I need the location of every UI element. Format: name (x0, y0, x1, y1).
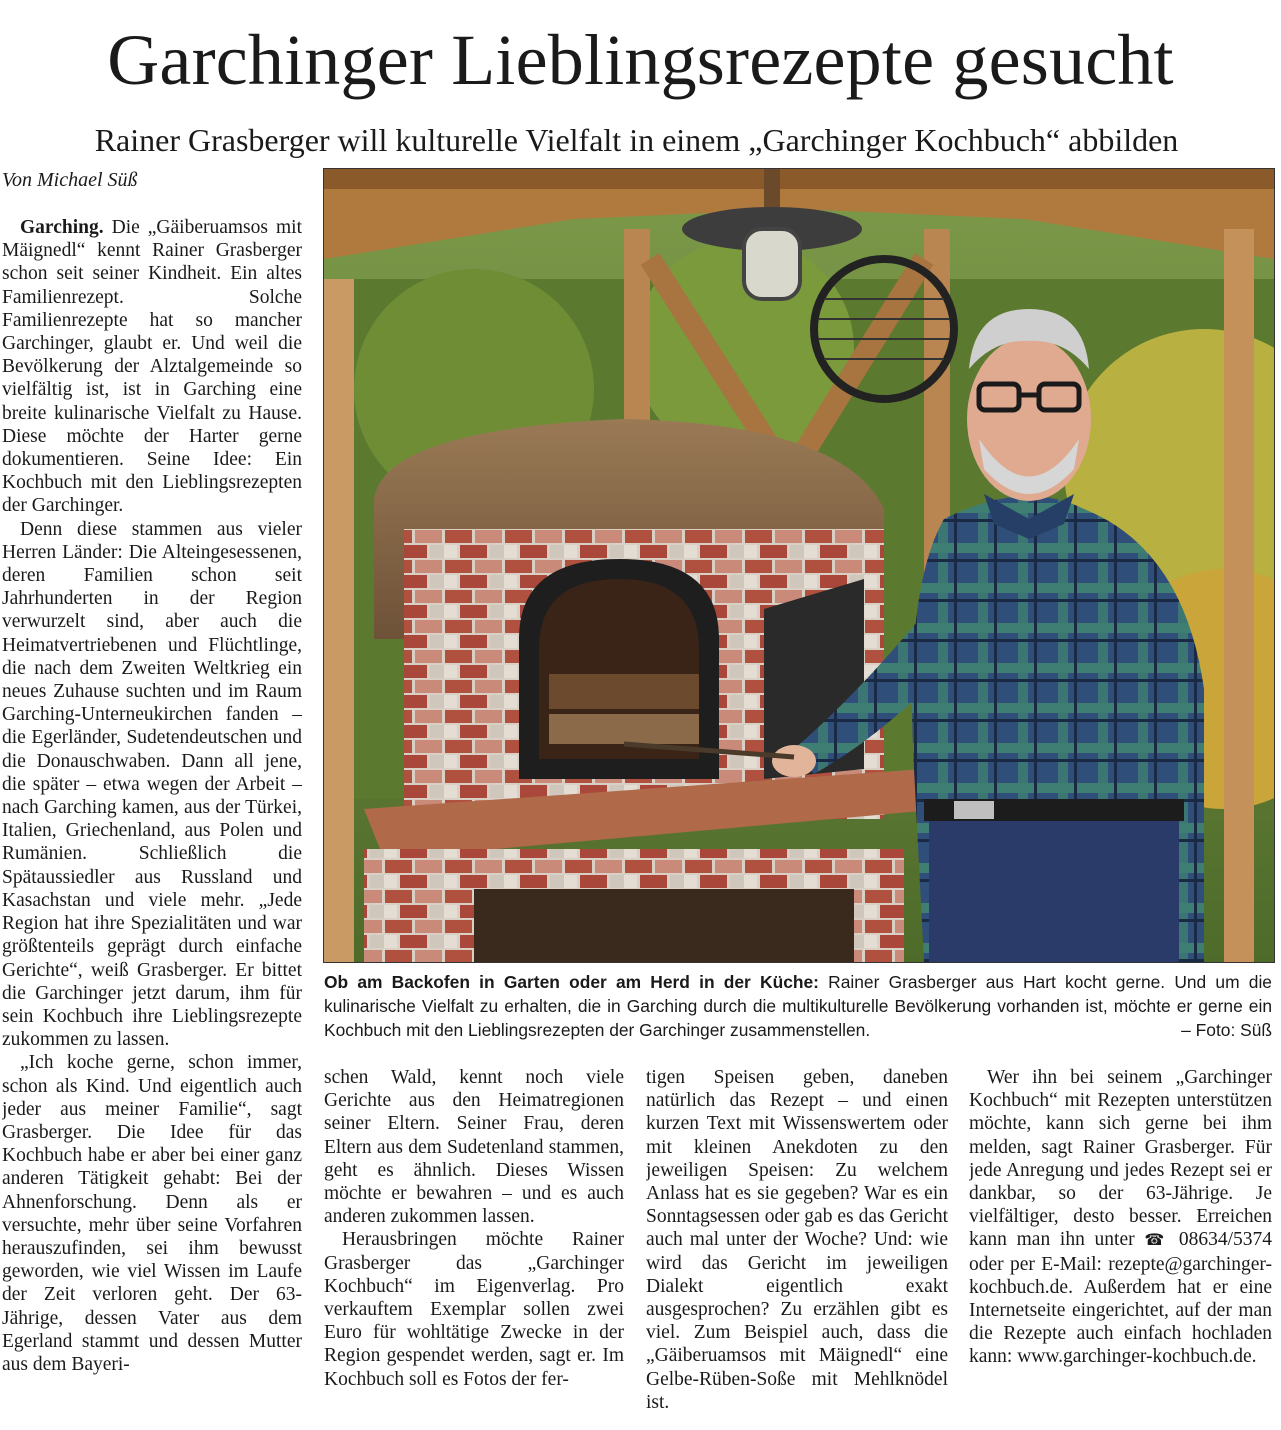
paragraph-7-contact: oder per E-Mail: rezepte@garchinger-kochbuch.de. Außerdem hat er eine Internetseite eingerichtet, auf der man die Rezepte auch einfach hochladen kann: www.garchinger-kochbuch.de. (969, 1253, 1272, 1368)
article-column-1 (2, 216, 302, 1430)
paragraph-1 (2, 216, 302, 518)
photo-credit: – Foto: Süß (1181, 1020, 1272, 1040)
telephone-icon: ☎ (1144, 1232, 1170, 1250)
paragraph-2: Denn diese stammen aus vieler Herren Länder: Die Alteingesessenen, deren Familien schon seit Jahrhunderten in der Region verwurzelt sind, aber auch die Heimatvertriebenen und Flüchtlinge, die nach dem Zweiten Weltkrieg ein neues Zuhause suchten und im Raum Garching-Unterneukirchen fanden – die Egerländer, Sudetendeutschen und die Donauschwaben. Dann all jene, die später – etwa wegen der Arbeit – nach Garching kamen, aus der Türkei, Italien, Griechenland, aus Polen und Rumänien. Schließlich die Spätaussiedler aus Russland und Kasachstan und viele mehr. „Jede Region hat ihre Spezialitäten und war größtenteils geprägt durch einfache Gerichte“, weiß Grasberger. Er bittet die Garchinger jetzt darum, ihm für sein Kochbuch ihre Lieblingsrezepte zukommen zu lassen. (2, 518, 302, 1051)
article-column-4 (969, 1066, 1272, 1430)
subheadline: Rainer Grasberger will kulturelle Vielfalt in einem „Garchinger Kochbuch“ abbilden (94, 122, 1179, 158)
article-column-3 (646, 1066, 948, 1430)
paragraph-3: „Ich koche gerne, schon immer, schon als Kind. Und eigentlich auch jeder aus meiner Familie“, sagt Grasberger. Die Idee für das Kochbuch habe er aber bei einer ganz anderen Tätigkeit gehabt: Bei der Ahnenforschung. Denn als er versuchte, mehr über seine Vorfahren herauszufinden, sei ihm bewusst geworden, wie viel Wissen im Laufe der Zeit verloren geht. Der 63-Jährige, dessen Vater aus dem Egerland stammt und dessen Mutter aus dem Bayeri- (2, 1052, 302, 1375)
article-column-2 (324, 1066, 624, 1430)
paragraph-4: schen Wald, kennt noch viele Gerichte aus den Heimatregionen seiner Eltern. Seiner Frau, deren Eltern aus dem Sudetenland stammen, geht es ähnlich. Dieses Wissen möchte er bewahren – und es auch anderen zukommen lassen. (324, 1067, 624, 1228)
photo-pizza-oven-man (324, 169, 1274, 962)
headline: Garchinger Lieblingsrezepte gesucht (107, 20, 1174, 100)
photo-caption (324, 970, 1272, 1042)
paragraph-6: tigen Speisen geben, daneben natürlich das Rezept – und einen kurzen Text mit Wissenswertem oder mit kleinen Anekdoten zu den jeweiligen Speisen: Zu welchem Anlass hat es sie gegeben? War es ein Sonntagsessen oder gab es das Gericht auch mal unter der Woche? Und: wie wird das Gericht im jeweiligen Dialekt eigentlich exakt ausgesprochen? Zu erzählen gibt es viel. Zum Beispiel auch, dass die „Gäiberuamsos mit Mäignedl“ eine Gelbe-Rüben-Soße mit Mehlknödel ist. (646, 1067, 948, 1413)
article-photo (323, 168, 1275, 963)
dateline: Garching. (20, 217, 104, 238)
byline: Von Michael Süß (2, 169, 138, 191)
caption-text: Rainer Grasberger aus Hart kocht gerne. Und um die kulinarische Vielfalt zu erhalten, die in Garching durch die multikulturelle Bevölkerung vorhanden ist, möchte er gerne ein Kochbuch mit den Lieblingsrezepten der Garchinger zusammenstellen. (324, 972, 1272, 1040)
paragraph-7 (969, 1066, 1272, 1369)
paragraph-5: Herausbringen möchte Rainer Grasberger das „Garchinger Kochbuch“ im Eigenverlag. Pro verkauftem Exemplar sollen zwei Euro für wohltätige Zwecke in der Region gespendet werden, sagt er. Im Kochbuch soll es Fotos der fer- (324, 1229, 624, 1390)
paragraph-7-text: Wer ihn bei seinem „Garchinger Kochbuch“ mit Rezepten unterstützen möchte, kann sich gerne bei ihm melden, sagt Rainer Grasberger. Für jede Anregung und jedes Rezept sei er dankbar, so der 63-Jährige. Je vielfältiger, desto besser. Erreichen kann man ihn unter (969, 1067, 1272, 1251)
caption-lead: Ob am Backofen in Garten oder am Herd in der Küche: (324, 972, 819, 992)
phone-number: 08634/5374 (1169, 1229, 1272, 1251)
paragraph-1-text: Die „Gäiberuamsos mit Mäignedl“ kennt Rainer Grasberger schon seit seiner Kindheit. Ein altes Familienrezept. Solche Familienrezepte hat so mancher Garchinger, glaubt er. Und weil die Bevölkerung der Alztalgemeinde so vielfältig ist, ist in Garching eine breite kulinarische Vielfalt zu Hause. Diese möchte der Harter gerne dokumentieren. Seine Idee: Ein Kochbuch mit den Lieblingsrezepten der Garchinger. (2, 217, 302, 517)
